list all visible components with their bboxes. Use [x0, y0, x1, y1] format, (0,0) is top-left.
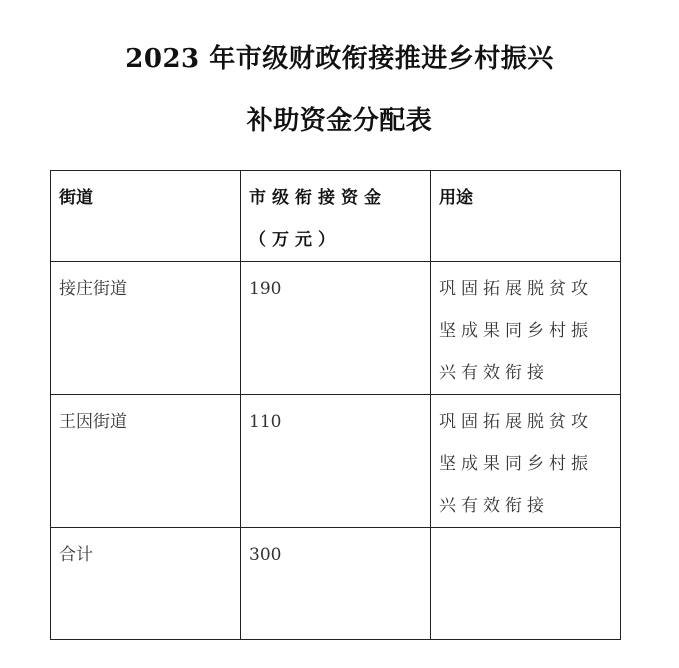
table-title-line-2: 补助资金分配表 — [246, 106, 433, 136]
cell-total-amount: 300 — [241, 528, 431, 640]
cell-district: 王因街道 — [51, 395, 241, 528]
table-header-row — [51, 171, 621, 262]
cell-district: 接庄街道 — [51, 262, 241, 395]
cell-use: 巩固拓展脱贫攻坚成果同乡村振兴有效衔接 — [431, 395, 621, 528]
cell-total-label: 合计 — [51, 528, 241, 640]
funding-allocation-table — [50, 170, 621, 640]
cell-amount: 190 — [241, 262, 431, 395]
cell-total-use — [431, 528, 621, 640]
header-district: 街道 — [51, 171, 241, 262]
table-total-row — [51, 528, 621, 640]
cell-use: 巩固拓展脱贫攻坚成果同乡村振兴有效衔接 — [431, 262, 621, 395]
header-use: 用途 — [431, 171, 621, 262]
table-title-line-1: 2023 年市级财政衔接推进乡村振兴 — [125, 44, 554, 74]
header-amount: 市级衔接资金（万元） — [241, 171, 431, 262]
table-row — [51, 262, 621, 395]
table-row — [51, 395, 621, 528]
cell-amount: 110 — [241, 395, 431, 528]
